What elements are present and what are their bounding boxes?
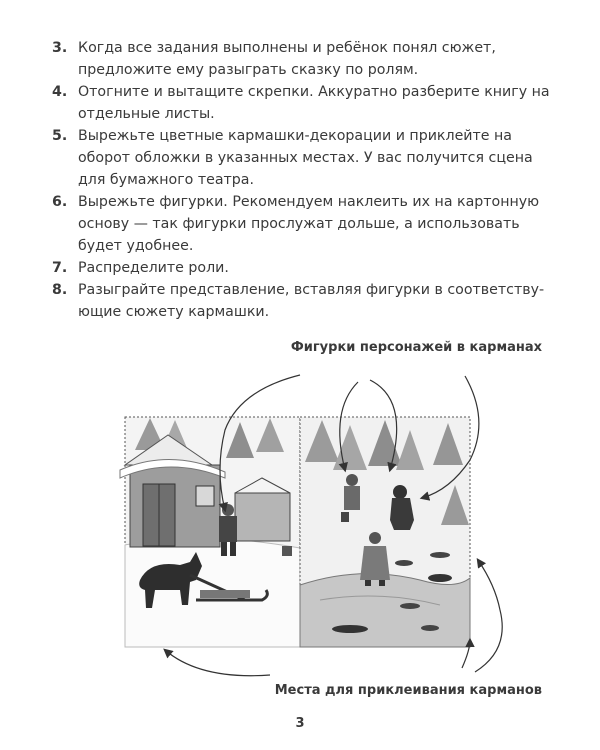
step-number: 3. xyxy=(52,40,68,56)
right-scene-panel xyxy=(300,417,470,647)
step-text: Разыграйте представление, вставляя фигурки в соответству-ющие сюжету кармашки. xyxy=(78,282,545,320)
step-number: 5. xyxy=(52,128,68,144)
step-text: Отогните и вытащите скрепки. Аккуратно разберите книгу на отдельные листы. xyxy=(78,84,550,122)
left-scene-panel xyxy=(120,417,300,647)
page-number: 3 xyxy=(295,716,305,731)
step-text: Вырежьте цветные кармашки-декорации и приклейте на оборот обложки в указанных местах. У вас получится сцена для бумажного театра. xyxy=(78,128,533,188)
step-number: 8. xyxy=(52,282,68,298)
caption-figures-in-pockets: Фигурки персонажей в карманах xyxy=(290,340,542,355)
step-text: Вырежьте фигурки. Рекомендуем наклеить их на картонную основу — так фигурки прослужат дольше, а использовать будет удобнее. xyxy=(78,194,540,254)
caption-pocket-places: Места для приклеивания карманов xyxy=(274,683,542,698)
step-number: 4. xyxy=(52,84,68,100)
step-text: Когда все задания выполнены и ребёнок понял сюжет, предложите ему разыграть сказку по ролям. xyxy=(78,40,496,78)
step-number: 7. xyxy=(52,260,68,276)
step-number: 6. xyxy=(52,194,68,210)
step-text: Распределите роли. xyxy=(78,260,229,276)
